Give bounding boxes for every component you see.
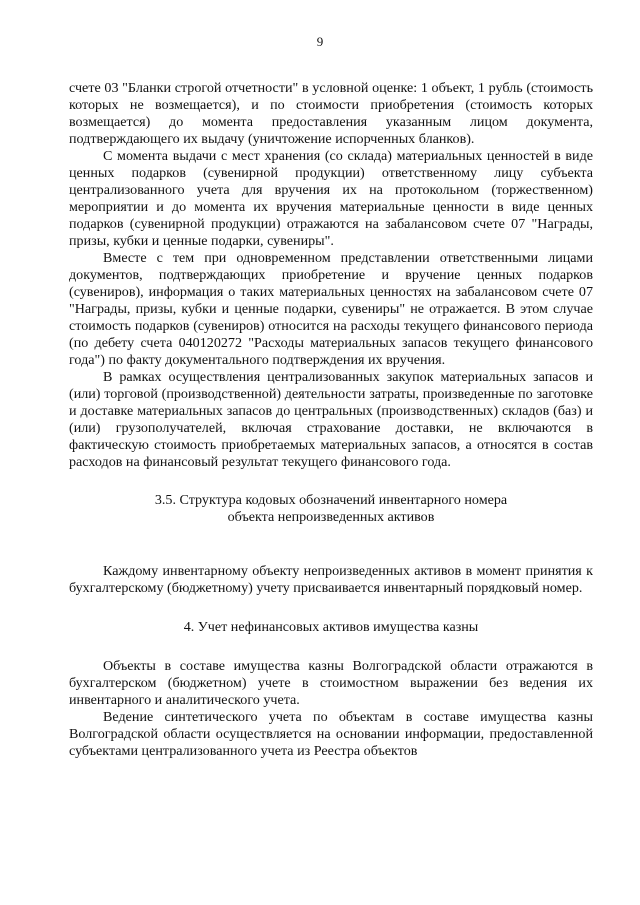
paragraph-inventory-number: Каждому инвентарному объекту непроизведенных активов в момент принятия к бухгалтерскому (бюджетному) учету присваивается инвентарный порядковый номер. xyxy=(69,563,593,596)
section-heading-3-5-line-2: объекта непроизведенных активов xyxy=(227,509,435,525)
paragraph-gift-documents: Вместе с тем при одновременном представлении ответственными лицами документов, подтверждающих приобретение и вручение ценных подарков (сувениров), информация о таких материальных ценностях на забалансовом счете 07 "Награды, призы, кубки и ценные подарки, сувениры" не отражается. В этом случае стоимость подарков (сувениров) относится на расходы текущего финансового периода (по дебету счета 040120272 "Расходы материальных запасов текущего финансового года") по факту документального подтверждения их вручения. xyxy=(69,250,593,368)
paragraph-continuation: счете 03 "Бланки строгой отчетности" в условной оценке: 1 объект, 1 рубль (стоимость которых не возмещается), и по стоимости приобретения (стоимость которых возмещается) до момента предоставления указанным лицом документа, подтверждающего их выдачу (уничтожение испорченных бланков). xyxy=(69,80,593,147)
paragraph-treasury-objects: Объекты в составе имущества казны Волгоградской области отражаются в бухгалтерском (бюджетном) учете в стоимостном выражении без ведения их инвентарного и аналитического учета. xyxy=(69,658,593,708)
section-heading-4: 4. Учет нефинансовых активов имущества казны xyxy=(183,619,479,635)
paragraph-gift-issuance: С момента выдачи с мест хранения (со склада) материальных ценностей в виде ценных подарков (сувенирной продукции) ответственному лицу субъекта централизованного учета для вручения их на протокольном (торжественном) мероприятии и до момента их вручения материальные ценности в виде ценных подарков (сувенирной продукции) отражаются на забалансовом счете 07 "Награды, призы, кубки и ценные подарки, сувениры". xyxy=(69,148,593,249)
paragraph-synthetic-accounting: Ведение синтетического учета по объектам в составе имущества казны Волгоградской области осуществляется на основании информации, предоставленной субъектами централизованного учета из Реестра объектов xyxy=(69,709,593,759)
page-number: 9 xyxy=(316,34,324,49)
section-heading-3-5-line-1: 3.5. Структура кодовых обозначений инвентарного номера xyxy=(154,492,508,508)
paragraph-centralized-procurement: В рамках осуществления централизованных закупок материальных запасов и (или) торговой (производственной) деятельности затраты, произведенные по заготовке и доставке материальных запасов до центральных (производственных) складов (баз) и (или) грузополучателей, включая страхование доставки, не включаются в фактическую стоимость приобретаемых материальных запасов, а относятся в состав расходов на финансовый результат текущего финансового года. xyxy=(69,369,593,470)
document-body xyxy=(69,80,593,760)
